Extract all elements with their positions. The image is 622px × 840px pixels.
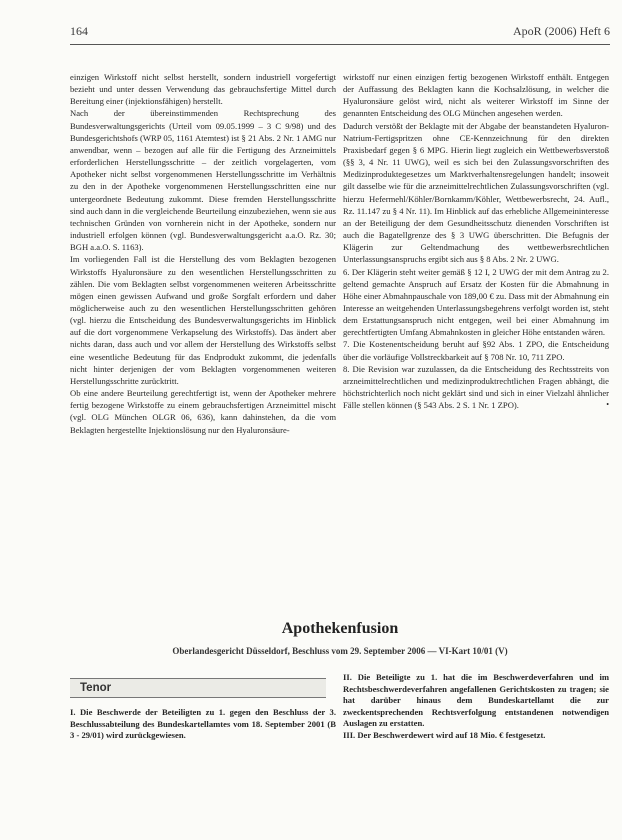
paragraph: wirkstoff nur einen einzigen fertig bezogenen Wirkstoff enthält. Entgegen der Auffassung des Beklagten kann die Kochsalzlösung, in welcher die Hyaluronsäure gelöst wird, nicht als weiterer Wirkstoff im Sinne der genannten Entscheidung des OLG München angesehen werden. [343, 72, 609, 119]
tenor-right-column [343, 672, 609, 742]
paragraph: Im vorliegenden Fall ist die Herstellung des vom Beklagten bezogenen Wirkstoffs Hyaluronsäure zu den wesentlichen Herstellungsschritten zu zählen. Die vom Beklagten selbst vorgenommenen weiteren Arbeitsschritte mögen einen gewissen Aufwand und große Sorgfalt erfordern und daher möglicherweise auch zu den wesentlichen Herstellungsschritten gehören (vgl. hierzu die Entscheidung des Bundesverwaltungsgerichts im Hinblick auf die dort vorgenommene Verkapselung des Wirkstoffs). Das ändert aber nichts daran, dass auch und vor allem der Herstellung des Wirkstoffs selbst eine wesentliche Bedeutung für das Endprodukt zukommt, die jedenfalls nicht hinter derjenigen der vom Beklagten vorgenommenen weiteren Herstellungsschritte zurücktritt. [70, 254, 336, 386]
paragraph: Nach der übereinstimmenden Rechtsprechung des Bundesverwaltungsgerichts (Urteil vom 09.05.1999 – 3 C 9/98) und des Bundesgerichtshofs (WRP 05, 1161 Atemtest) ist § 21 Abs. 2 Nr. 1 AMG nur anwendbar, wenn – bezogen auf alle für die Fertigung des Arzneimittels erforderlichen Herstellungsschritte – der zeitlich vorgelagerten, vom Apotheker nicht selbst vorgenommenen Herstellungsschritte im Verhältnis zu den in der Apotheke vorgenommenen Herstellungsschritten eine nur untergeordnete Bedeutung zukommt. Diese fremden Herstellungsschritte sind auch dann in die vergleichende Beurteilung einzubeziehen, wenn sie aus technischen Gründen von vornherein nicht in der Apotheke, sondern nur industriell erfolgen können (vgl. Bundesverwaltungsgericht a.a.O. Rz. 30; BGH a.a.O. S. 1163). [70, 108, 336, 253]
tenor-heading: Tenor [70, 678, 326, 698]
paragraph: 7. Die Kostenentscheidung beruht auf §92 Abs. 1 ZPO, die Entscheidung über die vorläufige Vollstreckbarkeit auf § 708 Nr. 10, 711 ZPO. [343, 339, 609, 362]
tenor-item: III. Der Beschwerdewert wird auf 18 Mio. € festgesetzt. [343, 729, 546, 740]
section-subtitle: Oberlandesgericht Düsseldorf, Beschluss vom 29. September 2006 — VI-Kart 10/01 (V) [172, 646, 508, 656]
journal-issue: ApoR (2006) Heft 6 [513, 24, 610, 38]
paragraph: Dadurch verstößt der Beklagte mit der Abgabe der beanstandeten Hyaluron-Natrium-Fertigspritzen ohne CE-Kennzeichnung für den direkten Praxisbedarf gegen § 6 MPG. Hierin liegt zugleich ein Wettbewerbsverstoß (§§ 3, 4 Nr. 11 UWG), weil es sich bei den Zulassungsvorschriften des Medizinproduktegesetzes um Marktverhaltensregelungen handelt; insoweit gilt dasselbe wie für die arzneimittelrechtlichen Zulassungsvorschriften (vgl. hierzu Hefermehl/Köhler/Bornkamm/Köhler, Wettbewerbsrecht, 24. Aufl., Rz. 11.147 zu § 4 Nr. 11). Im Hinblick auf das erhebliche Allgemeininteresse an der Beteiligung der dem Gesundheitsschutz dienenden Vorschriften ist auch die Bagatellgrenze des § 3 UWG überschritten. Die Befugnis der Klägerin zur Geltendmachung des wettbewerbsrechtlichen Unterlassungsanspruchs ergibt sich aus § 8 Abs. 2 Nr. 2 UWG. [343, 120, 609, 265]
end-mark: • [606, 400, 609, 410]
tenor-item: I. Die Beschwerde der Beteiligten zu 1. gegen den Beschluss der 3. Beschlussabteilung des Bundeskartellamtes vom 18. September 2001 (B 3 - 29/01) wird zurückgewiesen. [70, 707, 336, 741]
section-title: Apothekenfusion [281, 620, 399, 637]
paragraph-text: 8. Die Revision war zuzulassen, da die Entscheidung des Rechtsstreits von arzneimittelrechtlichen und medizinproduktrechtlichen Fragen abhängt, die höchstrichterlich noch nicht geklärt sind und sich in einer Vielzahl ähnlicher Fälle stellen können (§ 543 Abs. 2 S. 1 Nr. 1 ZPO). [343, 363, 609, 411]
paragraph: 6. Der Klägerin steht weiter gemäß § 12 I, 2 UWG der mit dem Antrag zu 2. geltend gemachte Anspruch auf Ersatz der Kosten für die Abmahnung in Höhe einer Abmahnpauschale von 189,00 € zu. Dass mit der Abmahnung ein Interesse an weitgehenden Unterlassungsbegehrens verfolgt worden ist, steht dem Erstattungsanspruch nicht entgegen, weil bei einer Abmahnung im gerechtfertigten Umfang Abmahnkosten in gleicher Höhe entstanden wären. [343, 266, 609, 338]
tenor-left-column [70, 707, 336, 742]
right-column [343, 71, 609, 411]
paragraph: einzigen Wirkstoff nicht selbst herstellt, sondern industriell vorgefertigt bezieht und unter dessen Verwendung das gebrauchsfertige Mittel durch Bereitung einer (injektionsfähigen) herstellt. [70, 72, 336, 107]
page-header [70, 24, 610, 42]
tenor-item: II. Die Beteiligte zu 1. hat die im Beschwerdeverfahren und im Rechtsbeschwerdeverfahren angefallenen Gerichtskosten zu tragen; sie hat darüber hinaus dem Bundeskartellamt die zur zweckentsprechenden Rechtsverfolgung entstandenen notwendigen Auslagen zu erstatten. [343, 672, 609, 729]
header-rule [70, 44, 610, 45]
paragraph [343, 363, 609, 412]
paragraph: Ob eine andere Beurteilung gerechtfertigt ist, wenn der Apotheker mehrere fertig bezogene Wirkstoffe zu einem gebrauchsfertigen Arzneimittel mischt (vgl. OLG München OLGR 06, 636), kann dahinstehen, da die vom Beklagten hergestellte Injektionslösung nur den Hyaluronsäure- [70, 388, 336, 435]
page-number: 164 [70, 24, 88, 38]
left-column [70, 71, 336, 436]
